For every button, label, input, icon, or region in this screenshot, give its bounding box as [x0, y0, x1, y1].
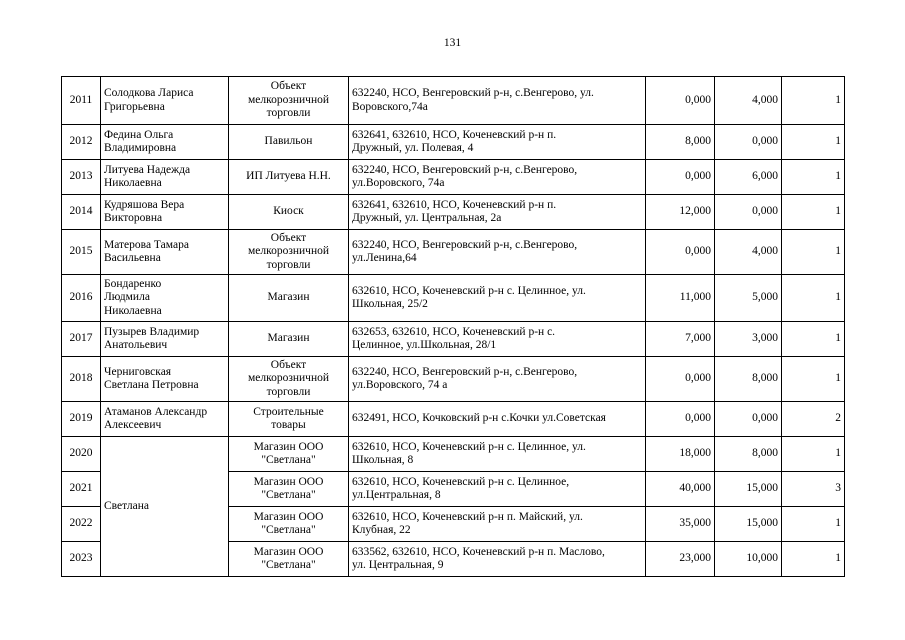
row-number: 2016: [62, 275, 101, 322]
owner-name: Солодкова Лариса Григорьевна: [101, 77, 229, 125]
table-row: [62, 195, 845, 230]
object-type: Строительные товары: [229, 402, 349, 437]
value-2: 15,000: [715, 507, 782, 542]
owner-name: Литуева Надежда Николаевна: [101, 160, 229, 195]
value-1: 0,000: [646, 357, 715, 402]
table-row: [62, 77, 845, 125]
object-type: Магазин ООО "Светлана": [229, 507, 349, 542]
row-number: 2021: [62, 472, 101, 507]
value-1: 7,000: [646, 322, 715, 357]
row-number: 2011: [62, 77, 101, 125]
address: 632610, НСО, Коченевский р-н с. Целинное, ул.Центральная, 8: [349, 472, 646, 507]
table-row: [62, 275, 845, 322]
owner-name: Кудряшова Вера Викторовна: [101, 195, 229, 230]
row-number: 2020: [62, 437, 101, 472]
address: 632610, НСО, Коченевский р-н с. Целинное, ул. Школьная, 25/2: [349, 275, 646, 322]
address: 632641, 632610, НСО, Коченевский р-н п. Дружный, ул. Полевая, 4: [349, 125, 646, 160]
value-3: 1: [782, 230, 845, 275]
table-row: [62, 230, 845, 275]
value-3: 1: [782, 357, 845, 402]
value-3: 1: [782, 507, 845, 542]
address: 633562, 632610, НСО, Коченевский р-н п. Маслово, ул. Центральная, 9: [349, 542, 646, 577]
value-1: 23,000: [646, 542, 715, 577]
owner-name: Матерова Тамара Васильевна: [101, 230, 229, 275]
address: 632240, НСО, Венгеровский р-н, с.Венгерово, ул.Воровского, 74 а: [349, 357, 646, 402]
value-1: 0,000: [646, 402, 715, 437]
address: 632653, 632610, НСО, Коченевский р-н с. Целинное, ул.Школьная, 28/1: [349, 322, 646, 357]
value-2: 0,000: [715, 195, 782, 230]
object-type: Магазин ООО "Светлана": [229, 472, 349, 507]
address: 632491, НСО, Кочковский р-н с.Кочки ул.Советская: [349, 402, 646, 437]
value-1: 0,000: [646, 230, 715, 275]
object-type: Павильон: [229, 125, 349, 160]
object-type: Объект мелкорозничной торговли: [229, 77, 349, 125]
object-type: Магазин: [229, 275, 349, 322]
owner-name: Федина Ольга Владимировна: [101, 125, 229, 160]
object-type: Магазин: [229, 322, 349, 357]
address: 632240, НСО, Венгеровский р-н, с.Венгерово, ул. Воровского,74а: [349, 77, 646, 125]
value-2: 5,000: [715, 275, 782, 322]
object-type: Магазин ООО "Светлана": [229, 437, 349, 472]
address: 632610, НСО, Коченевский р-н с. Целинное, ул. Школьная, 8: [349, 437, 646, 472]
value-3: 1: [782, 77, 845, 125]
address: 632240, НСО, Венгеровский р-н, с.Венгерово, ул.Ленина,64: [349, 230, 646, 275]
value-3: 2: [782, 402, 845, 437]
object-type: Магазин ООО "Светлана": [229, 542, 349, 577]
owner-name: Черниговская Светлана Петровна: [101, 357, 229, 402]
object-type: Киоск: [229, 195, 349, 230]
row-number: 2013: [62, 160, 101, 195]
value-2: 6,000: [715, 160, 782, 195]
value-1: 0,000: [646, 77, 715, 125]
value-1: 35,000: [646, 507, 715, 542]
page-number: 131: [443, 37, 462, 49]
row-number: 2019: [62, 402, 101, 437]
row-number: 2014: [62, 195, 101, 230]
object-type: ИП Литуева Н.Н.: [229, 160, 349, 195]
address: 632610, НСО, Коченевский р-н п. Майский, ул. Клубная, 22: [349, 507, 646, 542]
value-3: 1: [782, 322, 845, 357]
table-row: [62, 125, 845, 160]
value-3: 1: [782, 160, 845, 195]
value-2: 8,000: [715, 357, 782, 402]
value-1: 0,000: [646, 160, 715, 195]
value-2: 0,000: [715, 402, 782, 437]
owner-name: Светлана: [101, 437, 229, 577]
value-2: 10,000: [715, 542, 782, 577]
value-3: 1: [782, 437, 845, 472]
value-3: 3: [782, 472, 845, 507]
value-3: 1: [782, 275, 845, 322]
value-1: 11,000: [646, 275, 715, 322]
owner-name: Пузырев Владимир Анатольевич: [101, 322, 229, 357]
registry-table: [61, 76, 845, 577]
row-number: 2017: [62, 322, 101, 357]
owner-name: Бондаренко Людмила Николаевна: [101, 275, 229, 322]
row-number: 2012: [62, 125, 101, 160]
value-3: 1: [782, 125, 845, 160]
row-number: 2022: [62, 507, 101, 542]
value-1: 18,000: [646, 437, 715, 472]
table-row: [62, 322, 845, 357]
table-row: [62, 160, 845, 195]
value-1: 8,000: [646, 125, 715, 160]
row-number: 2015: [62, 230, 101, 275]
value-2: 3,000: [715, 322, 782, 357]
value-2: 15,000: [715, 472, 782, 507]
table-row: [62, 437, 845, 472]
table-row: [62, 357, 845, 402]
address: 632641, 632610, НСО, Коченевский р-н п. Дружный, ул. Центральная, 2а: [349, 195, 646, 230]
row-number: 2023: [62, 542, 101, 577]
value-3: 1: [782, 195, 845, 230]
value-2: 4,000: [715, 77, 782, 125]
value-2: 4,000: [715, 230, 782, 275]
table-row: [62, 402, 845, 437]
object-type: Объект мелкорозничной торговли: [229, 230, 349, 275]
object-type: Объект мелкорозничной торговли: [229, 357, 349, 402]
value-1: 40,000: [646, 472, 715, 507]
value-2: 8,000: [715, 437, 782, 472]
value-1: 12,000: [646, 195, 715, 230]
value-2: 0,000: [715, 125, 782, 160]
value-3: 1: [782, 542, 845, 577]
row-number: 2018: [62, 357, 101, 402]
owner-name: Атаманов Александр Алексеевич: [101, 402, 229, 437]
address: 632240, НСО, Венгеровский р-н, с.Венгерово, ул.Воровского, 74а: [349, 160, 646, 195]
